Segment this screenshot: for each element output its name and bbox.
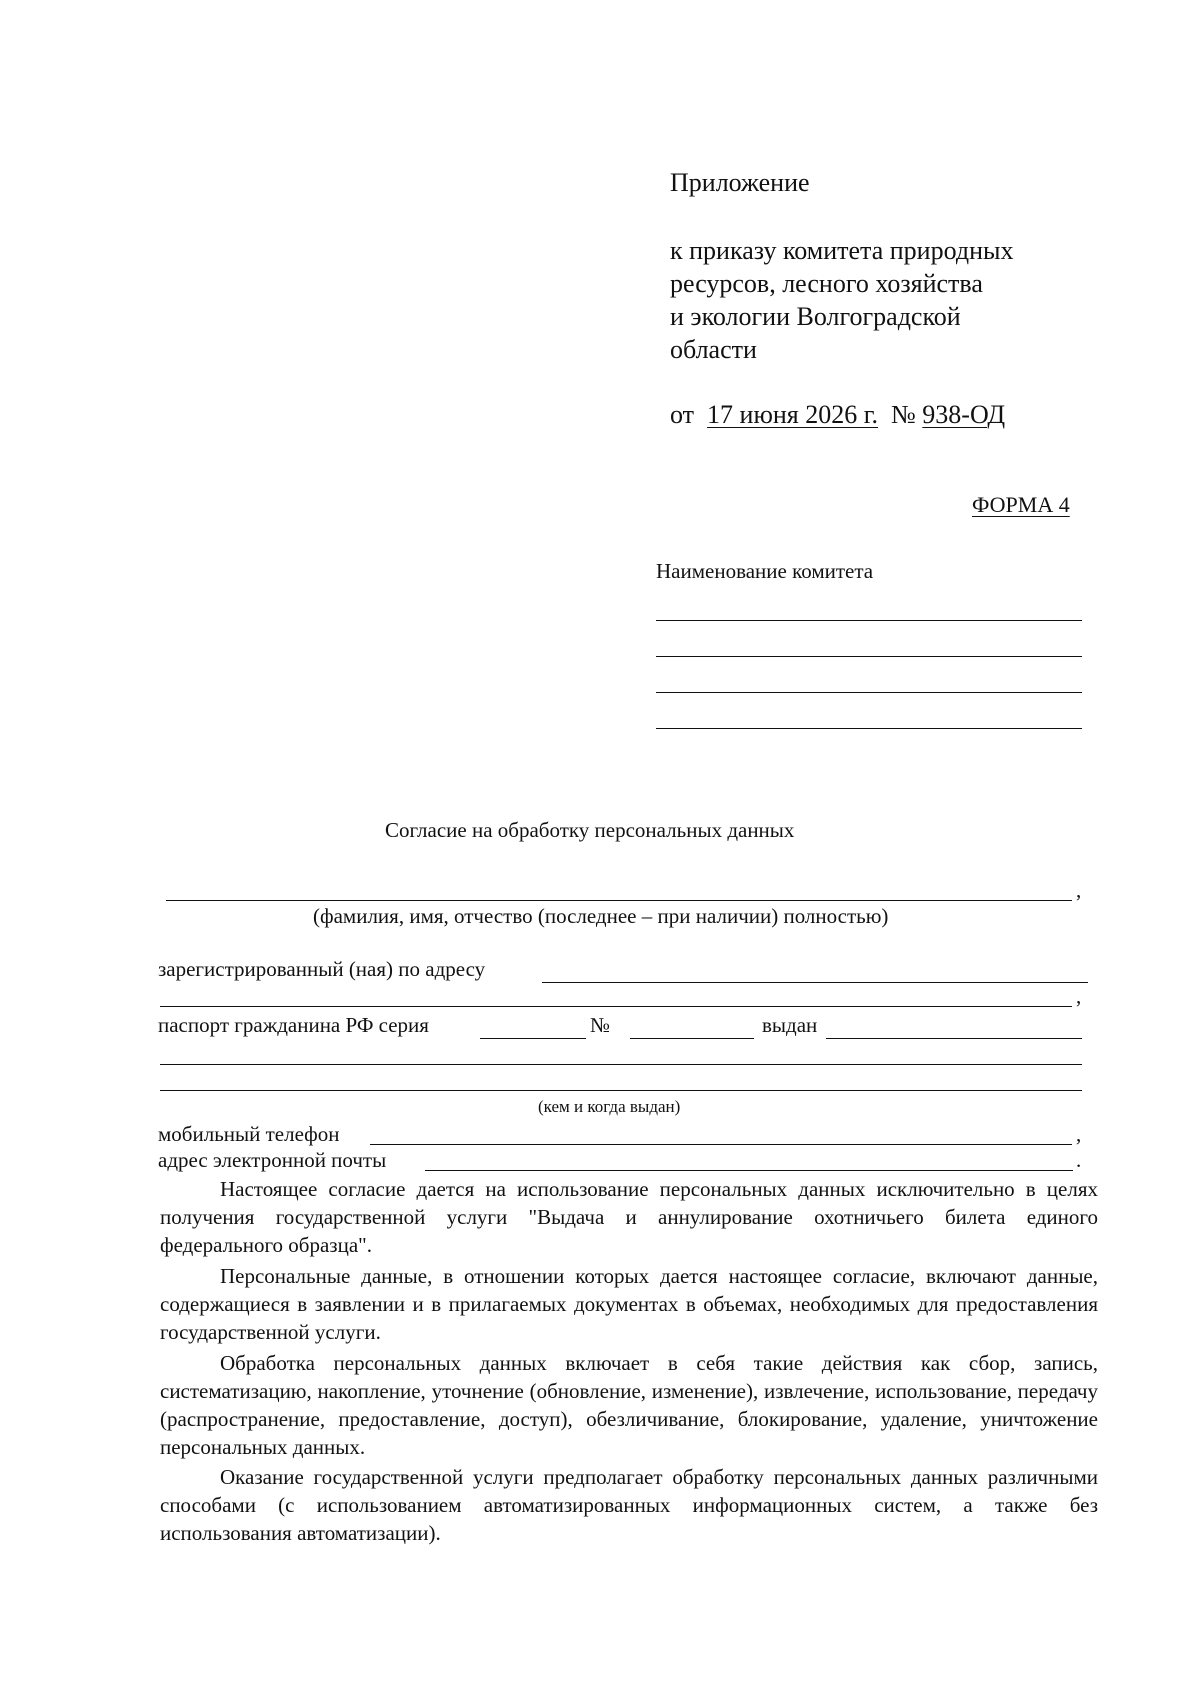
appendix-line-1: к приказу комитета природных	[670, 236, 1014, 265]
appendix-line-2: ресурсов, лесного хозяйства	[670, 269, 983, 298]
email-label: адрес электронной почты	[158, 1148, 387, 1172]
email-line	[425, 1170, 1073, 1171]
form-label: ФОРМА 4	[972, 492, 1070, 517]
committee-label: Наименование комитета	[656, 559, 874, 583]
fio-caption: (фамилия, имя, отчество (последнее – при наличии) полностью)	[313, 904, 889, 928]
phone-comma: ,	[1076, 1122, 1082, 1146]
phone-line	[370, 1144, 1072, 1145]
committee-line-3	[656, 692, 1082, 693]
passport-label: паспорт гражданина РФ серия	[158, 1013, 429, 1037]
passport-issued-line	[826, 1038, 1082, 1039]
address-label: зарегистрированный (ная) по адресу	[158, 957, 486, 981]
passport-number-sign: №	[590, 1013, 611, 1037]
order-date: 17 июня 2026 г.	[707, 400, 878, 429]
paragraph-purpose: Настоящее согласие дается на использование персональных данных исключительно в целях получения государственной услуги "Выдача и аннулирование охотничьего билета единого федерального образца".	[160, 1177, 1098, 1257]
email-period: .	[1076, 1148, 1082, 1172]
appendix-title: Приложение	[670, 168, 810, 197]
issued-caption: (кем и когда выдан)	[538, 1097, 681, 1116]
passport-number-line	[630, 1038, 754, 1039]
passport-issued-line-3	[160, 1090, 1082, 1091]
passport-issued-line-2	[160, 1064, 1082, 1065]
address-line-2	[160, 1006, 1072, 1007]
fio-comma: ,	[1076, 878, 1082, 902]
passport-issued-label: выдан	[762, 1013, 818, 1037]
order-number-sign: №	[890, 400, 916, 429]
order-ot: от	[670, 400, 695, 429]
paragraph-actions: Обработка персональных данных включает в себя такие действия как сбор, запись, систематизацию, накопление, уточнение (обновление, изменение), извлечение, использование, передачу (распространение, предоставление, доступ), обезличивание, блокирование, удаление, уничтожение персональных данных.	[160, 1351, 1098, 1459]
fio-line	[166, 900, 1072, 901]
paragraph-methods: Оказание государственной услуги предполагает обработку персональных данных различными способами (с использованием автоматизированных информационных систем, а также без использования автоматизации).	[160, 1465, 1098, 1545]
consent-title: Согласие на обработку персональных данных	[385, 818, 795, 842]
committee-line-4	[656, 728, 1082, 729]
order-ref	[670, 398, 1005, 431]
phone-label: мобильный телефон	[158, 1122, 340, 1146]
paragraph-scope: Персональные данные, в отношении которых дается настоящее согласие, включают данные, содержащиеся в заявлении и в прилагаемых документах в объемах, необходимых для предоставления государственной услуги.	[160, 1264, 1098, 1344]
committee-line-1	[656, 620, 1082, 621]
appendix-line-3: и экологии Волгоградской	[670, 302, 961, 331]
committee-line-2	[656, 656, 1082, 657]
address-comma: ,	[1076, 984, 1082, 1008]
appendix-line-4: области	[670, 335, 757, 364]
order-number: 938-ОД	[922, 400, 1006, 429]
address-line-1	[542, 982, 1088, 983]
passport-series-line	[480, 1038, 586, 1039]
